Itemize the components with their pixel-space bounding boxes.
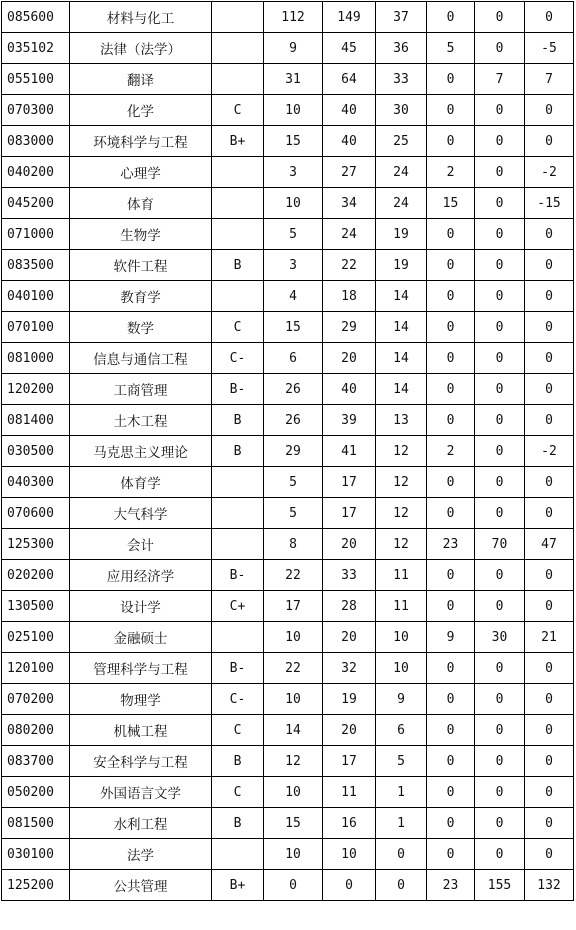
major-code-cell: 040200 [2, 157, 70, 188]
value-cell-2: 28 [323, 591, 376, 622]
value-cell-4: 0 [427, 746, 475, 777]
value-cell-6: 0 [525, 343, 574, 374]
value-cell-5: 0 [475, 436, 525, 467]
value-cell-2: 11 [323, 777, 376, 808]
major-code-cell: 083000 [2, 126, 70, 157]
major-name-cell: 教育学 [70, 281, 212, 312]
major-name-cell: 生物学 [70, 219, 212, 250]
value-cell-1: 26 [264, 405, 323, 436]
value-cell-3: 12 [376, 498, 427, 529]
major-name-cell: 工商管理 [70, 374, 212, 405]
enrollment-table [1, 1, 574, 901]
value-cell-5: 0 [475, 808, 525, 839]
value-cell-5: 0 [475, 405, 525, 436]
value-cell-2: 24 [323, 219, 376, 250]
value-cell-3: 25 [376, 126, 427, 157]
grade-cell [212, 622, 264, 653]
value-cell-4: 0 [427, 250, 475, 281]
table-row [2, 405, 574, 436]
table-row [2, 467, 574, 498]
value-cell-3: 19 [376, 219, 427, 250]
grade-cell: B- [212, 653, 264, 684]
value-cell-3: 5 [376, 746, 427, 777]
value-cell-2: 22 [323, 250, 376, 281]
grade-cell [212, 188, 264, 219]
value-cell-6: 0 [525, 405, 574, 436]
grade-cell [212, 219, 264, 250]
value-cell-5: 0 [475, 312, 525, 343]
table-row [2, 281, 574, 312]
value-cell-6: 0 [525, 219, 574, 250]
value-cell-5: 0 [475, 777, 525, 808]
major-name-cell: 设计学 [70, 591, 212, 622]
value-cell-1: 15 [264, 126, 323, 157]
major-code-cell: 055100 [2, 64, 70, 95]
value-cell-4: 0 [427, 653, 475, 684]
major-code-cell: 120200 [2, 374, 70, 405]
value-cell-6: 21 [525, 622, 574, 653]
value-cell-2: 17 [323, 498, 376, 529]
table-row [2, 436, 574, 467]
value-cell-5: 0 [475, 498, 525, 529]
value-cell-1: 0 [264, 870, 323, 901]
major-code-cell: 125200 [2, 870, 70, 901]
value-cell-3: 33 [376, 64, 427, 95]
value-cell-1: 6 [264, 343, 323, 374]
value-cell-1: 31 [264, 64, 323, 95]
value-cell-1: 10 [264, 777, 323, 808]
value-cell-5: 0 [475, 219, 525, 250]
major-name-cell: 法学 [70, 839, 212, 870]
value-cell-2: 20 [323, 343, 376, 374]
value-cell-4: 2 [427, 157, 475, 188]
value-cell-5: 0 [475, 95, 525, 126]
major-code-cell: 070100 [2, 312, 70, 343]
value-cell-1: 22 [264, 653, 323, 684]
value-cell-2: 32 [323, 653, 376, 684]
table-row [2, 33, 574, 64]
value-cell-6: -2 [525, 157, 574, 188]
value-cell-3: 6 [376, 715, 427, 746]
value-cell-2: 27 [323, 157, 376, 188]
value-cell-4: 0 [427, 219, 475, 250]
value-cell-5: 0 [475, 684, 525, 715]
value-cell-4: 0 [427, 281, 475, 312]
value-cell-6: 0 [525, 250, 574, 281]
value-cell-6: 0 [525, 281, 574, 312]
grade-cell [212, 498, 264, 529]
value-cell-3: 14 [376, 343, 427, 374]
value-cell-5: 0 [475, 33, 525, 64]
table-body [2, 2, 574, 901]
value-cell-1: 26 [264, 374, 323, 405]
value-cell-1: 17 [264, 591, 323, 622]
value-cell-2: 17 [323, 746, 376, 777]
value-cell-6: 0 [525, 715, 574, 746]
value-cell-3: 11 [376, 591, 427, 622]
value-cell-6: 0 [525, 467, 574, 498]
major-name-cell: 环境科学与工程 [70, 126, 212, 157]
table-row [2, 188, 574, 219]
value-cell-4: 0 [427, 64, 475, 95]
table-row [2, 374, 574, 405]
major-name-cell: 体育 [70, 188, 212, 219]
value-cell-4: 0 [427, 808, 475, 839]
value-cell-5: 0 [475, 126, 525, 157]
value-cell-4: 23 [427, 529, 475, 560]
major-code-cell: 030500 [2, 436, 70, 467]
value-cell-4: 0 [427, 95, 475, 126]
value-cell-5: 0 [475, 250, 525, 281]
value-cell-4: 0 [427, 591, 475, 622]
major-name-cell: 材料与化工 [70, 2, 212, 33]
value-cell-3: 11 [376, 560, 427, 591]
value-cell-4: 0 [427, 312, 475, 343]
value-cell-1: 29 [264, 436, 323, 467]
major-code-cell: 070600 [2, 498, 70, 529]
value-cell-4: 0 [427, 126, 475, 157]
value-cell-2: 17 [323, 467, 376, 498]
value-cell-1: 5 [264, 219, 323, 250]
major-name-cell: 信息与通信工程 [70, 343, 212, 374]
table-row [2, 529, 574, 560]
grade-cell [212, 2, 264, 33]
grade-cell: C- [212, 684, 264, 715]
value-cell-5: 0 [475, 188, 525, 219]
major-name-cell: 水利工程 [70, 808, 212, 839]
major-code-cell: 071000 [2, 219, 70, 250]
table-row [2, 684, 574, 715]
grade-cell: C [212, 777, 264, 808]
major-code-cell: 040100 [2, 281, 70, 312]
value-cell-6: 0 [525, 2, 574, 33]
major-code-cell: 050200 [2, 777, 70, 808]
major-code-cell: 030100 [2, 839, 70, 870]
value-cell-4: 15 [427, 188, 475, 219]
value-cell-5: 7 [475, 64, 525, 95]
value-cell-6: 0 [525, 653, 574, 684]
value-cell-4: 2 [427, 436, 475, 467]
major-name-cell: 翻译 [70, 64, 212, 95]
major-code-cell: 080200 [2, 715, 70, 746]
table-row [2, 126, 574, 157]
value-cell-6: 0 [525, 95, 574, 126]
value-cell-6: 0 [525, 684, 574, 715]
major-code-cell: 045200 [2, 188, 70, 219]
value-cell-3: 30 [376, 95, 427, 126]
value-cell-6: -2 [525, 436, 574, 467]
table-row [2, 250, 574, 281]
major-name-cell: 金融硕士 [70, 622, 212, 653]
value-cell-5: 70 [475, 529, 525, 560]
table-row [2, 870, 574, 901]
value-cell-2: 29 [323, 312, 376, 343]
grade-cell: B [212, 436, 264, 467]
grade-cell: B [212, 405, 264, 436]
grade-cell: B+ [212, 870, 264, 901]
value-cell-2: 64 [323, 64, 376, 95]
value-cell-2: 45 [323, 33, 376, 64]
major-name-cell: 数学 [70, 312, 212, 343]
value-cell-3: 14 [376, 312, 427, 343]
major-name-cell: 法律（法学） [70, 33, 212, 64]
value-cell-4: 23 [427, 870, 475, 901]
value-cell-4: 0 [427, 343, 475, 374]
major-name-cell: 安全科学与工程 [70, 746, 212, 777]
table-row [2, 2, 574, 33]
value-cell-1: 10 [264, 684, 323, 715]
major-name-cell: 会计 [70, 529, 212, 560]
value-cell-6: 0 [525, 560, 574, 591]
value-cell-1: 112 [264, 2, 323, 33]
value-cell-6: 0 [525, 312, 574, 343]
value-cell-1: 15 [264, 808, 323, 839]
major-code-cell: 040300 [2, 467, 70, 498]
value-cell-3: 12 [376, 529, 427, 560]
value-cell-4: 0 [427, 684, 475, 715]
major-code-cell: 081000 [2, 343, 70, 374]
grade-cell [212, 157, 264, 188]
value-cell-5: 0 [475, 560, 525, 591]
value-cell-1: 3 [264, 250, 323, 281]
value-cell-5: 0 [475, 374, 525, 405]
table-row [2, 715, 574, 746]
value-cell-4: 0 [427, 467, 475, 498]
table-row [2, 95, 574, 126]
value-cell-6: 0 [525, 746, 574, 777]
value-cell-2: 20 [323, 529, 376, 560]
major-name-cell: 物理学 [70, 684, 212, 715]
value-cell-3: 0 [376, 839, 427, 870]
grade-cell [212, 839, 264, 870]
value-cell-3: 13 [376, 405, 427, 436]
value-cell-1: 10 [264, 839, 323, 870]
value-cell-2: 41 [323, 436, 376, 467]
value-cell-6: 0 [525, 839, 574, 870]
value-cell-1: 8 [264, 529, 323, 560]
grade-cell: B [212, 250, 264, 281]
value-cell-3: 19 [376, 250, 427, 281]
value-cell-2: 34 [323, 188, 376, 219]
table-row [2, 653, 574, 684]
value-cell-3: 1 [376, 777, 427, 808]
value-cell-5: 0 [475, 467, 525, 498]
value-cell-2: 149 [323, 2, 376, 33]
major-code-cell: 120100 [2, 653, 70, 684]
table-row [2, 219, 574, 250]
value-cell-1: 14 [264, 715, 323, 746]
value-cell-5: 30 [475, 622, 525, 653]
table-row [2, 591, 574, 622]
value-cell-2: 40 [323, 374, 376, 405]
enrollment-table-container [1, 1, 573, 901]
value-cell-1: 3 [264, 157, 323, 188]
grade-cell [212, 33, 264, 64]
value-cell-3: 24 [376, 188, 427, 219]
major-name-cell: 心理学 [70, 157, 212, 188]
value-cell-5: 0 [475, 839, 525, 870]
value-cell-3: 12 [376, 436, 427, 467]
major-name-cell: 应用经济学 [70, 560, 212, 591]
grade-cell: B- [212, 374, 264, 405]
value-cell-6: 132 [525, 870, 574, 901]
value-cell-3: 37 [376, 2, 427, 33]
major-code-cell: 070300 [2, 95, 70, 126]
value-cell-2: 20 [323, 622, 376, 653]
value-cell-2: 16 [323, 808, 376, 839]
grade-cell: B [212, 746, 264, 777]
value-cell-6: 0 [525, 498, 574, 529]
table-row [2, 746, 574, 777]
table-row [2, 560, 574, 591]
table-row [2, 64, 574, 95]
value-cell-4: 0 [427, 405, 475, 436]
value-cell-4: 0 [427, 560, 475, 591]
value-cell-4: 0 [427, 777, 475, 808]
value-cell-6: 0 [525, 591, 574, 622]
value-cell-3: 12 [376, 467, 427, 498]
value-cell-3: 24 [376, 157, 427, 188]
value-cell-3: 0 [376, 870, 427, 901]
grade-cell: C [212, 95, 264, 126]
grade-cell: B [212, 808, 264, 839]
value-cell-3: 9 [376, 684, 427, 715]
value-cell-5: 0 [475, 281, 525, 312]
value-cell-3: 1 [376, 808, 427, 839]
value-cell-6: 7 [525, 64, 574, 95]
major-code-cell: 070200 [2, 684, 70, 715]
major-name-cell: 土木工程 [70, 405, 212, 436]
major-name-cell: 外国语言文学 [70, 777, 212, 808]
value-cell-2: 10 [323, 839, 376, 870]
value-cell-5: 0 [475, 715, 525, 746]
value-cell-4: 0 [427, 839, 475, 870]
value-cell-5: 0 [475, 746, 525, 777]
value-cell-4: 0 [427, 374, 475, 405]
value-cell-4: 5 [427, 33, 475, 64]
value-cell-5: 155 [475, 870, 525, 901]
major-code-cell: 083700 [2, 746, 70, 777]
value-cell-3: 10 [376, 653, 427, 684]
value-cell-5: 0 [475, 157, 525, 188]
major-name-cell: 软件工程 [70, 250, 212, 281]
value-cell-1: 5 [264, 498, 323, 529]
major-code-cell: 085600 [2, 2, 70, 33]
major-name-cell: 管理科学与工程 [70, 653, 212, 684]
value-cell-1: 10 [264, 95, 323, 126]
value-cell-1: 12 [264, 746, 323, 777]
value-cell-4: 0 [427, 498, 475, 529]
major-name-cell: 大气科学 [70, 498, 212, 529]
value-cell-4: 9 [427, 622, 475, 653]
major-code-cell: 035102 [2, 33, 70, 64]
value-cell-2: 40 [323, 126, 376, 157]
value-cell-1: 9 [264, 33, 323, 64]
value-cell-6: -15 [525, 188, 574, 219]
value-cell-1: 5 [264, 467, 323, 498]
major-code-cell: 081500 [2, 808, 70, 839]
value-cell-2: 39 [323, 405, 376, 436]
grade-cell: C [212, 715, 264, 746]
major-code-cell: 083500 [2, 250, 70, 281]
major-code-cell: 125300 [2, 529, 70, 560]
major-name-cell: 化学 [70, 95, 212, 126]
major-code-cell: 130500 [2, 591, 70, 622]
value-cell-2: 20 [323, 715, 376, 746]
value-cell-1: 10 [264, 622, 323, 653]
table-row [2, 839, 574, 870]
table-row [2, 622, 574, 653]
table-row [2, 157, 574, 188]
table-row [2, 312, 574, 343]
value-cell-2: 33 [323, 560, 376, 591]
table-row [2, 343, 574, 374]
grade-cell: C- [212, 343, 264, 374]
value-cell-2: 19 [323, 684, 376, 715]
table-row [2, 777, 574, 808]
value-cell-2: 0 [323, 870, 376, 901]
value-cell-5: 0 [475, 653, 525, 684]
grade-cell [212, 529, 264, 560]
table-row [2, 498, 574, 529]
value-cell-5: 0 [475, 343, 525, 374]
value-cell-4: 0 [427, 715, 475, 746]
value-cell-6: 47 [525, 529, 574, 560]
major-name-cell: 公共管理 [70, 870, 212, 901]
grade-cell: B+ [212, 126, 264, 157]
value-cell-2: 40 [323, 95, 376, 126]
value-cell-4: 0 [427, 2, 475, 33]
major-name-cell: 马克思主义理论 [70, 436, 212, 467]
value-cell-3: 10 [376, 622, 427, 653]
value-cell-3: 14 [376, 281, 427, 312]
value-cell-6: 0 [525, 777, 574, 808]
major-code-cell: 020200 [2, 560, 70, 591]
grade-cell: C [212, 312, 264, 343]
major-code-cell: 081400 [2, 405, 70, 436]
major-name-cell: 机械工程 [70, 715, 212, 746]
value-cell-1: 22 [264, 560, 323, 591]
value-cell-1: 10 [264, 188, 323, 219]
major-code-cell: 025100 [2, 622, 70, 653]
grade-cell [212, 281, 264, 312]
value-cell-3: 36 [376, 33, 427, 64]
grade-cell: B- [212, 560, 264, 591]
grade-cell: C+ [212, 591, 264, 622]
value-cell-6: 0 [525, 126, 574, 157]
major-name-cell: 体育学 [70, 467, 212, 498]
value-cell-1: 15 [264, 312, 323, 343]
value-cell-6: 0 [525, 808, 574, 839]
value-cell-5: 0 [475, 2, 525, 33]
value-cell-6: -5 [525, 33, 574, 64]
table-row [2, 808, 574, 839]
value-cell-2: 18 [323, 281, 376, 312]
grade-cell [212, 64, 264, 95]
value-cell-5: 0 [475, 591, 525, 622]
value-cell-1: 4 [264, 281, 323, 312]
value-cell-3: 14 [376, 374, 427, 405]
value-cell-6: 0 [525, 374, 574, 405]
grade-cell [212, 467, 264, 498]
